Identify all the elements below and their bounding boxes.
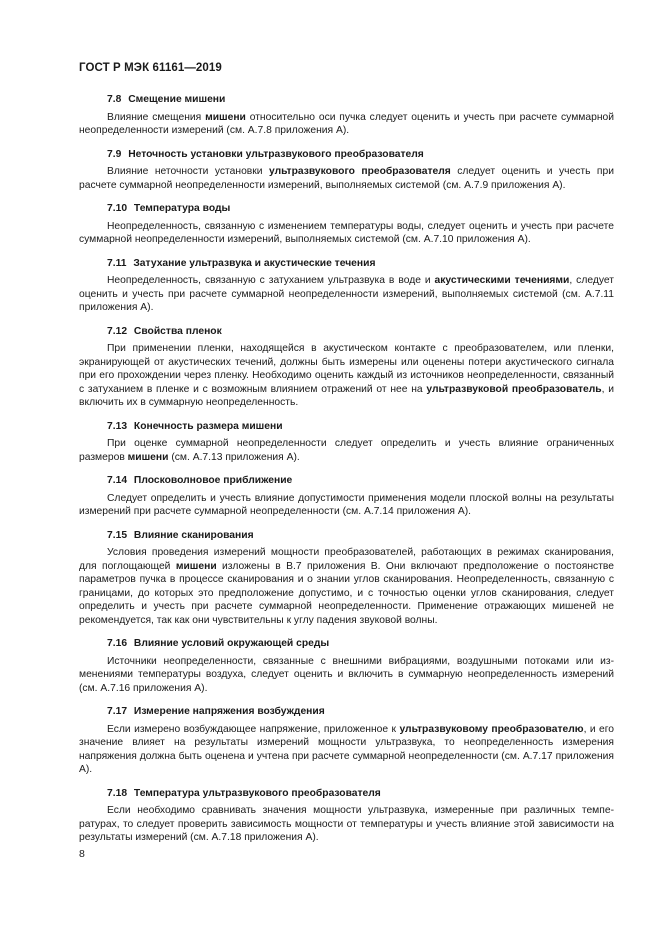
section-heading (79, 637, 614, 651)
bold-term: ультразвукового преобразователя (269, 166, 451, 177)
text-run: (см. А.7.13 приложения А). (168, 451, 300, 463)
section-heading (79, 420, 614, 434)
text-run: Если необходимо сравнивать значения мощности ультразвука, измеренные при различных температурах, то следует проверить зависимость мощности от температуры и учесть влияние этой зависимости на результаты измерений (см. А.7.18 приложения А). (79, 805, 614, 843)
text-run: Следует определить и учесть влияние допустимости применения модели плоской волны на результаты измерений при расчете суммарной неопределенности (см. А.7.14 приложения А). (79, 492, 614, 517)
text-run: Влияние неточности установки (107, 166, 269, 177)
bold-term: ультразвуковому преобразователю (399, 723, 584, 735)
text-run: Условия проведения измерений мощности преобразователей, работающих в режимах сканирования, для поглощающей (79, 547, 614, 572)
section-title: Температура воды (133, 203, 231, 214)
section-number: 7.10 (107, 203, 128, 214)
section-number: 7.14 (107, 475, 128, 486)
section-number: 7.15 (107, 529, 128, 541)
section-7-18 (79, 787, 614, 845)
section-number: 7.13 (107, 420, 128, 432)
document-header: ГОСТ Р МЭК 61161—2019 (79, 62, 222, 74)
section-title: Смещение мишени (128, 94, 226, 105)
text-run: Неопределенность, связанную с изменением температуры воды, следует оценить и учесть при расчете суммарной неопределенности измерений, выполняемых системой (см. А.7.10 приложения А). (79, 220, 614, 245)
section-paragraph (79, 804, 614, 845)
text-run: изложены в В.7 приложения В. Они включают предположение о постоянстве параметров пучка в процессе сканирования и о знании углов сканирования. Неопределенность, связанную с границами, до которых это предположение допустимо, и с точностью оценки углов сканирования, следует определить и учесть при расчете суммарной неопределенности. Применение отражающих мишеней не рекомендуется, так как они чувствительны к углу падения звуковой волны. (79, 560, 614, 626)
section-number: 7.12 (107, 325, 128, 337)
section-heading (79, 705, 614, 719)
section-7-12 (79, 325, 614, 410)
section-heading (79, 202, 614, 216)
text-run: При применении пленки, находящейся в акустическом контакте с преобразователем, или пленки, экранирующей от акустических течений, должны быть измерены или оценены потери акустического сигнала при его прохождении через пленку. Необходимо оценить каждый из источников неопределенности, связанный с затуханием в пленке и с возможным влиянием отражений от нее на (79, 343, 614, 395)
section-heading (79, 787, 614, 801)
section-title: Температура ультразвукового преобразователя (133, 787, 381, 799)
section-heading (79, 257, 614, 271)
section-paragraph (79, 492, 614, 519)
section-number: 7.16 (107, 638, 128, 649)
bold-term: ультразвуковой преобразователь (426, 383, 602, 395)
section-title: Затухание ультразвука и акустические течения (133, 257, 376, 269)
section-number: 7.18 (107, 787, 128, 799)
section-title: Конечность размера мишени (133, 420, 283, 432)
section-7-10 (79, 202, 614, 247)
text-run: следует оценить и учесть при расчете суммарной неопределенности измерений, выполняемых системой (см. А.7.9 приложения А). (79, 166, 614, 191)
document-body (79, 93, 614, 855)
section-7-17 (79, 705, 614, 777)
section-7-13 (79, 420, 614, 465)
section-heading (79, 148, 614, 162)
section-7-9 (79, 148, 614, 193)
section-paragraph (79, 342, 614, 410)
section-7-16 (79, 637, 614, 695)
bold-term: мишени (205, 111, 246, 123)
section-title: Плосковолновое приближение (133, 475, 293, 486)
section-7-11 (79, 257, 614, 315)
section-number: 7.17 (107, 706, 128, 717)
section-title: Неточность установки ультразвукового преобразователя (128, 148, 424, 160)
text-run: , и включить их в суммарную неопределенность. (79, 383, 614, 408)
text-run: При оценке суммарной неопределенности следует определить и учесть влияние ограниченных размеров (79, 438, 614, 463)
section-heading (79, 93, 614, 107)
text-run: Влияние смещения (107, 111, 206, 123)
section-7-8 (79, 93, 614, 138)
section-paragraph (79, 274, 614, 315)
section-paragraph (79, 111, 614, 138)
section-heading (79, 325, 614, 339)
text-run: Если измерено возбуждающее напряжение, приложенное к (107, 723, 400, 735)
section-number: 7.9 (107, 148, 122, 160)
section-number: 7.8 (107, 94, 122, 105)
bold-term: акустическими течениями (434, 275, 570, 286)
text-run: Неопределенность, связанную с затуханием ультразвука в воде и (107, 275, 435, 286)
section-paragraph (79, 546, 614, 627)
text-run: , следует оценить и учесть при расчете суммарной неопределенности измерений, выполняемых системой (см. А.7.11 приложения А). (79, 275, 614, 313)
section-number: 7.11 (107, 257, 127, 269)
section-title: Свойства пленок (133, 325, 222, 337)
page-number: 8 (79, 848, 85, 860)
section-7-14 (79, 474, 614, 519)
section-title: Влияние условий окружающей среды (133, 638, 330, 649)
text-run: Источники неопределенности, связанные с внешними вибрациями, воздушными потоками или изменениями температуры воздуха, следует оценить и включить в суммарную неопределенность измерений (см. А.7.16 приложения А). (79, 655, 614, 694)
section-heading (79, 474, 614, 488)
section-paragraph (79, 165, 614, 192)
section-heading (79, 529, 614, 543)
bold-term: мишени (175, 560, 217, 572)
section-paragraph (79, 220, 614, 247)
section-title: Влияние сканирования (133, 529, 254, 541)
section-paragraph (79, 723, 614, 777)
text-run: , и его значение влияет на результаты измерений мощности ультразвука, то неопределенность измерения напряжения должна быть оценена и учтена при расчете суммарной неопределенности (см. А.7.17 приложения А). (79, 723, 614, 775)
text-run: относительно оси пучка следует оценить и учесть при расчете суммарной неопределенности измерений (см. А.7.8 приложения А). (79, 111, 614, 136)
bold-term: мишени (127, 451, 169, 463)
section-paragraph (79, 437, 614, 464)
section-title: Измерение напряжения возбуждения (133, 706, 325, 717)
section-7-15 (79, 529, 614, 628)
section-paragraph (79, 655, 614, 696)
